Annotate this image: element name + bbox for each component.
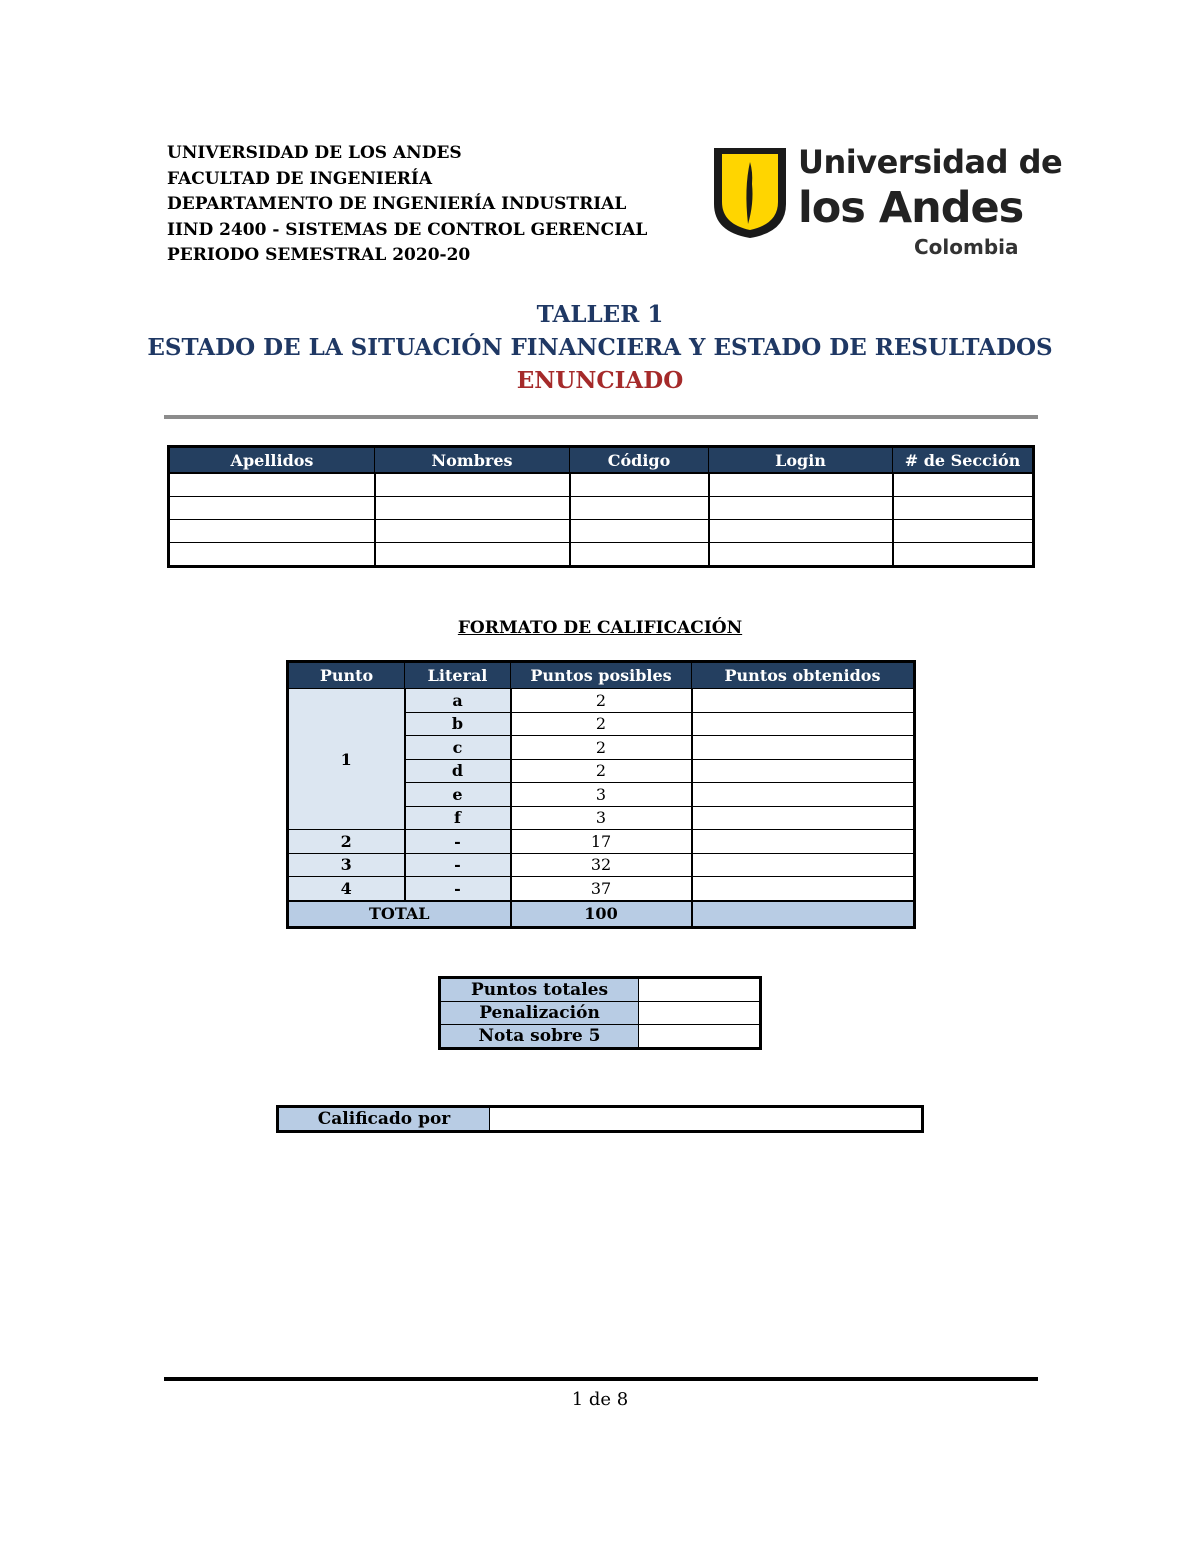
table-row xyxy=(288,830,915,854)
puntos-posibles-cell: 2 xyxy=(511,736,692,760)
punto-cell: 3 xyxy=(288,853,405,877)
table-row xyxy=(288,853,915,877)
student-row xyxy=(169,497,1034,520)
literal-cell: - xyxy=(405,830,511,854)
puntos-totales-field[interactable] xyxy=(639,978,761,1002)
col-seccion: # de Sección xyxy=(893,447,1034,474)
table-row xyxy=(288,877,915,901)
shield-logo-icon xyxy=(710,144,790,240)
university-name: UNIVERSIDAD DE LOS ANDES xyxy=(167,143,462,163)
puntos-posibles-cell: 37 xyxy=(511,877,692,901)
page-number: 1 de 8 xyxy=(571,1389,629,1410)
col-apellidos: Apellidos xyxy=(169,447,375,474)
student-row xyxy=(169,520,1034,543)
semester-period: PERIODO SEMESTRAL 2020-20 xyxy=(167,245,471,265)
literal-cell: e xyxy=(405,783,511,807)
codigo-field[interactable] xyxy=(570,473,709,497)
graded-by-field[interactable] xyxy=(490,1107,923,1132)
apellidos-field[interactable] xyxy=(169,543,375,567)
department-name: DEPARTAMENTO DE INGENIERÍA INDUSTRIAL xyxy=(167,194,627,214)
grading-format-title: FORMATO DE CALIFICACIÓN xyxy=(457,618,743,638)
literal-cell: c xyxy=(405,736,511,760)
apellidos-field[interactable] xyxy=(169,497,375,520)
puntos-posibles-cell: 2 xyxy=(511,759,692,783)
logo-country: Colombia xyxy=(914,235,1019,259)
summary-row xyxy=(440,978,761,1002)
total-points: 100 xyxy=(511,901,692,928)
nombres-field[interactable] xyxy=(375,543,570,567)
puntos-posibles-cell: 32 xyxy=(511,853,692,877)
puntos-posibles-cell: 2 xyxy=(511,689,692,713)
seccion-field[interactable] xyxy=(893,520,1034,543)
login-field[interactable] xyxy=(709,473,893,497)
total-row xyxy=(288,901,915,928)
seccion-field[interactable] xyxy=(893,497,1034,520)
literal-cell: - xyxy=(405,853,511,877)
col-literal: Literal xyxy=(405,662,511,689)
penalizacion-field[interactable] xyxy=(639,1002,761,1025)
puntos-totales-label: Puntos totales xyxy=(440,978,639,1002)
apellidos-field[interactable] xyxy=(169,520,375,543)
literal-cell: d xyxy=(405,759,511,783)
nombres-field[interactable] xyxy=(375,497,570,520)
logo-line-1: Universidad de xyxy=(798,143,1063,181)
document-titles xyxy=(0,298,1200,397)
puntos-obtenidos-field[interactable] xyxy=(692,877,915,901)
penalizacion-label: Penalización xyxy=(440,1002,639,1025)
col-codigo: Código xyxy=(570,447,709,474)
students-header-row xyxy=(169,447,1034,474)
literal-cell: b xyxy=(405,712,511,736)
literal-cell: a xyxy=(405,689,511,713)
seccion-field[interactable] xyxy=(893,473,1034,497)
puntos-obtenidos-field[interactable] xyxy=(692,853,915,877)
course-name: IIND 2400 - SISTEMAS DE CONTROL GERENCIAL xyxy=(167,219,648,240)
graded-by-table xyxy=(276,1105,924,1133)
login-field[interactable] xyxy=(709,497,893,520)
literal-cell: - xyxy=(405,877,511,901)
login-field[interactable] xyxy=(709,543,893,567)
col-nombres: Nombres xyxy=(375,447,570,474)
subject-title: ESTADO DE LA SITUACIÓN FINANCIERA Y ESTADO DE RESULTADOS xyxy=(147,334,1053,361)
punto-cell: 2 xyxy=(288,830,405,854)
graded-by-row xyxy=(278,1107,923,1132)
taller-title: TALLER 1 xyxy=(536,301,664,328)
institution-header xyxy=(167,141,647,269)
punto-cell: 4 xyxy=(288,877,405,901)
grading-header-row xyxy=(288,662,915,689)
col-punto: Punto xyxy=(288,662,405,689)
codigo-field[interactable] xyxy=(570,497,709,520)
nota-field[interactable] xyxy=(639,1025,761,1049)
puntos-posibles-cell: 3 xyxy=(511,783,692,807)
logo-line-2: los Andes xyxy=(798,183,1024,233)
puntos-obtenidos-field[interactable] xyxy=(692,759,915,783)
puntos-obtenidos-field[interactable] xyxy=(692,689,915,713)
nombres-field[interactable] xyxy=(375,473,570,497)
enunciado-title: ENUNCIADO xyxy=(516,367,684,394)
faculty-name: FACULTAD DE INGENIERÍA xyxy=(167,168,433,189)
codigo-field[interactable] xyxy=(570,520,709,543)
summary-row xyxy=(440,1002,761,1025)
puntos-obtenidos-field[interactable] xyxy=(692,783,915,807)
seccion-field[interactable] xyxy=(893,543,1034,567)
footer-divider xyxy=(164,1377,1038,1381)
nombres-field[interactable] xyxy=(375,520,570,543)
codigo-field[interactable] xyxy=(570,543,709,567)
apellidos-field[interactable] xyxy=(169,473,375,497)
col-puntos-obtenidos: Puntos obtenidos xyxy=(692,662,915,689)
table-row xyxy=(288,689,915,713)
summary-row xyxy=(440,1025,761,1049)
student-row xyxy=(169,473,1034,497)
puntos-obtenidos-field[interactable] xyxy=(692,712,915,736)
puntos-posibles-cell: 3 xyxy=(511,806,692,830)
col-puntos-posibles: Puntos posibles xyxy=(511,662,692,689)
puntos-posibles-cell: 2 xyxy=(511,712,692,736)
graded-by-label: Calificado por xyxy=(278,1107,490,1132)
puntos-obtenidos-field[interactable] xyxy=(692,806,915,830)
col-login: Login xyxy=(709,447,893,474)
literal-cell: f xyxy=(405,806,511,830)
login-field[interactable] xyxy=(709,520,893,543)
students-table xyxy=(167,445,1035,568)
logo-wordmark xyxy=(798,140,1062,232)
puntos-obtenidos-field[interactable] xyxy=(692,830,915,854)
nota-label: Nota sobre 5 xyxy=(440,1025,639,1049)
top-divider xyxy=(164,415,1038,419)
total-obtained-field[interactable] xyxy=(692,901,915,928)
total-label: TOTAL xyxy=(288,901,511,928)
punto-cell: 1 xyxy=(288,689,405,830)
grading-table xyxy=(286,660,916,929)
student-row xyxy=(169,543,1034,567)
summary-table xyxy=(438,976,762,1050)
university-logo xyxy=(710,140,1063,265)
puntos-obtenidos-field[interactable] xyxy=(692,736,915,760)
puntos-posibles-cell: 17 xyxy=(511,830,692,854)
